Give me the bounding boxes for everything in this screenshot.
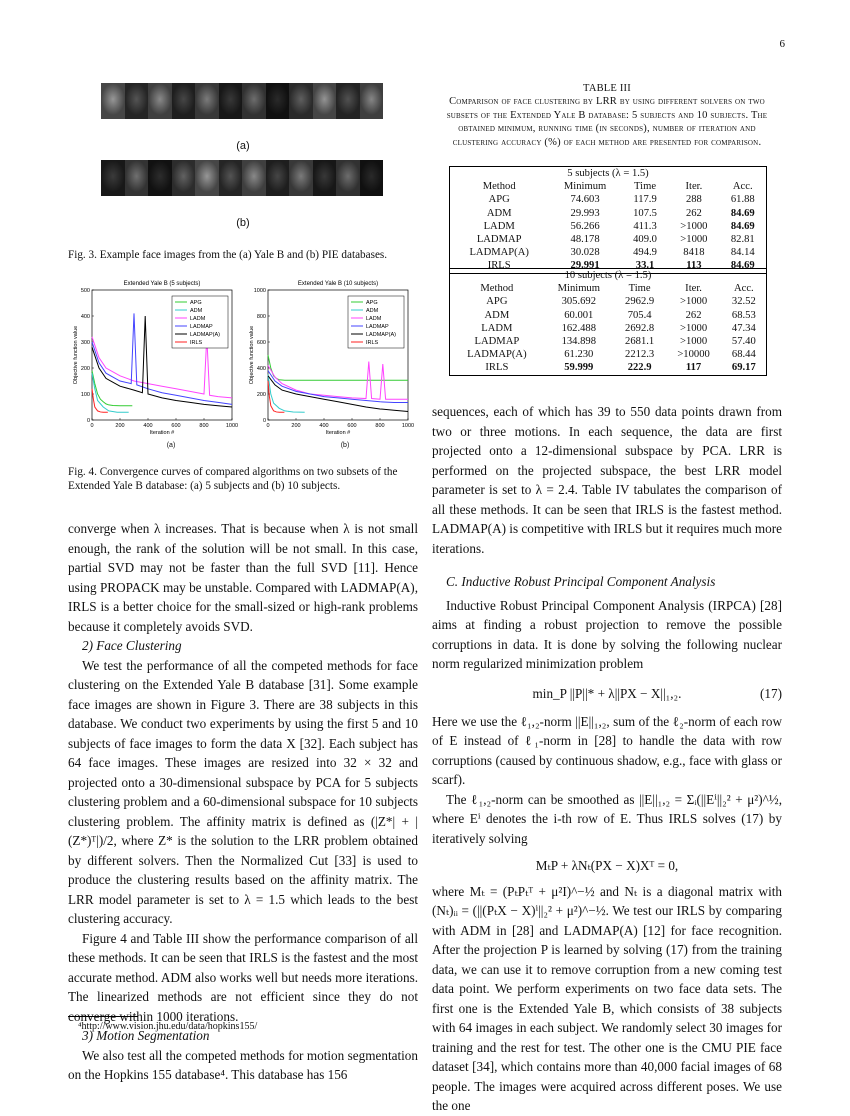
paragraph: We test the performance of all the competed methods for face clustering on the Extended Yale B database [31]. Some example face images are shown in Figure 3. There are 38 subjects in this database. We conduct two experiments by using the first 5 and 10 subjects of face images to form the data X [32]. Each subject has 64 face images. These images are resized into 32 × 32 and projected onto a 30-dimensional subspace by PCA for 5 subjects clustering problem and a 60-dimensional subspace for 10 subjects clustering problem. The affinity matrix is defined as (|Z*| + |(Z*)ᵀ|)/2, where Z* is the solution to the LRR problem obtained by different solvers. Then the Normalized Cut [33] is used to produce the clustering results based on the affinity matrix. The LRR model parameter is set to λ = 1.5 which leads to the best clustering accuracy. xyxy=(68,657,418,926)
fig4-charts xyxy=(68,276,418,456)
page-number: 6 xyxy=(779,38,785,50)
face-image xyxy=(219,83,243,119)
x-tick-label: 400 xyxy=(143,423,153,429)
table-cell: 84.69 xyxy=(730,260,755,272)
table-cell: 262 xyxy=(685,207,702,219)
table-cell: IRLS xyxy=(487,260,511,272)
table-row xyxy=(450,295,766,308)
table-cell: 84.69 xyxy=(730,207,755,219)
equation: MₜP + λNₜ(PX − X)Xᵀ = 0, xyxy=(535,858,679,873)
face-image xyxy=(266,160,290,196)
face-image xyxy=(289,160,313,196)
table-row xyxy=(450,361,766,374)
table-label: TABLE III xyxy=(583,83,631,94)
legend-entry: LADMAP(A) xyxy=(366,332,396,338)
table-cell: LADM xyxy=(483,220,515,232)
table-cell: APG xyxy=(488,194,510,206)
table-cell: 32.52 xyxy=(731,296,756,308)
fig3-strip-b xyxy=(101,160,383,196)
table-cell: 2212.3 xyxy=(625,349,655,361)
table-cell: >10000 xyxy=(677,349,710,361)
table-cell: 82.81 xyxy=(730,234,755,246)
table-cell: 69.17 xyxy=(731,362,756,374)
table-cell: >1000 xyxy=(680,220,708,232)
face-image xyxy=(101,83,125,119)
table-row xyxy=(450,233,766,246)
y-tick-label: 0 xyxy=(262,418,266,424)
x-axis-label: Iteration # xyxy=(149,430,175,436)
table-cell: 117.9 xyxy=(633,194,657,206)
table-row xyxy=(450,309,766,322)
table-group-1 xyxy=(449,166,767,274)
table-cell: 262 xyxy=(685,309,702,321)
y-tick-label: 1000 xyxy=(253,288,266,294)
table-cell: 305.692 xyxy=(561,296,596,308)
face-image xyxy=(172,160,196,196)
table-cell: 74.603 xyxy=(570,194,600,206)
legend-entry: ADM xyxy=(366,308,379,314)
column-header: Method xyxy=(482,181,516,193)
face-image xyxy=(242,160,266,196)
table-cell: 68.53 xyxy=(731,309,756,321)
table-title: Comparison of face clustering by LRR by using different solvers on two subsets of the Extended Yale B database: 5 subjects and 10 subjects. The obtained minimum, running time (in seconds), number of iteration and clustering accuracy (%) of each method are presented for comparison. xyxy=(446,96,768,148)
x-tick-label: 800 xyxy=(375,423,385,429)
column-header: Iter. xyxy=(685,283,702,295)
chart-panel-a xyxy=(73,281,238,436)
legend-entry: LADMAP xyxy=(366,324,389,330)
table-cell: ADM xyxy=(484,309,510,321)
face-image xyxy=(195,83,219,119)
section-heading: C. Inductive Robust Principal Component Analysis xyxy=(446,574,716,589)
table-cell: 84.14 xyxy=(730,247,755,259)
table-cell: 107.5 xyxy=(633,207,657,219)
equation: min_P ||P||* + λ||PX − X||₁,₂. xyxy=(532,685,682,701)
face-image xyxy=(242,83,266,119)
fig3-caption: Fig. 3. Example face images from the (a) Yale B and (b) PIE databases. xyxy=(68,249,388,261)
left-body xyxy=(68,519,418,1085)
subsection-heading: 3) Motion Segmentation xyxy=(82,1028,210,1043)
table-cell: 162.488 xyxy=(561,322,596,334)
face-image xyxy=(313,160,337,196)
table-row xyxy=(450,220,766,233)
legend-entry: ADM xyxy=(190,308,203,314)
x-tick-label: 800 xyxy=(199,423,209,429)
face-image xyxy=(125,160,149,196)
paragraph: We also test all the competed methods for motion segmentation on the Hopkins 155 database⁴. This database has 156 xyxy=(68,1047,418,1082)
fig3-label-b: (b) xyxy=(236,217,250,229)
y-tick-label: 200 xyxy=(80,366,90,372)
table-row xyxy=(450,348,766,361)
table-cell: 288 xyxy=(685,194,702,206)
table-cell: 57.40 xyxy=(731,336,756,348)
fig4-label-b: (b) xyxy=(340,442,350,449)
y-tick-label: 400 xyxy=(80,314,90,320)
paragraph: converge when λ increases. That is because when λ is not small enough, the rank of the solution will be not small. In this case, partial SVD may not be faster than the full SVD [11]. Hence using PROPACK may be unstable. Compared with LADMAP(A), IRLS is a better choice for the small-sized or high-rank problems because it completely avoids SVD. xyxy=(68,521,418,634)
face-image xyxy=(313,83,337,119)
x-tick-label: 0 xyxy=(266,423,270,429)
column-header: Minimum xyxy=(557,283,600,295)
table-cell: 47.34 xyxy=(731,322,756,334)
x-tick-label: 1000 xyxy=(401,423,415,429)
table-cell: 134.898 xyxy=(561,336,596,348)
table-cell: 61.230 xyxy=(564,349,594,361)
table-cell: >1000 xyxy=(679,322,708,334)
legend-entry: LADMAP xyxy=(190,324,213,330)
table-cell: LADMAP xyxy=(476,234,522,246)
column-header: Acc. xyxy=(733,283,754,295)
face-image xyxy=(289,83,313,119)
x-tick-label: 200 xyxy=(115,423,125,429)
face-image xyxy=(360,160,384,196)
series-line-ladmapa xyxy=(268,376,408,412)
table-cell: APG xyxy=(486,296,508,308)
x-axis-label: Iteration # xyxy=(325,430,351,436)
x-tick-label: 400 xyxy=(319,423,329,429)
table-cell: 68.44 xyxy=(731,349,756,361)
legend-entry: APG xyxy=(190,300,202,306)
table-cell: 113 xyxy=(686,260,702,272)
equation-number: (17) xyxy=(760,685,782,701)
legend-entry: IRLS xyxy=(366,340,379,346)
x-tick-label: 200 xyxy=(291,423,301,429)
y-tick-label: 800 xyxy=(256,314,266,320)
series-line-apg xyxy=(268,355,408,380)
table-cell: >1000 xyxy=(680,234,708,246)
table-cell: 84.69 xyxy=(730,220,755,232)
chart-title: Extended Yale B (5 subjects) xyxy=(123,281,201,287)
face-image xyxy=(266,83,290,119)
table-cell: 33.1 xyxy=(635,260,655,272)
table-cell: 59.999 xyxy=(564,362,594,374)
paragraph: sequences, each of which has 39 to 550 data points drawn from two or three motions. In each sequence, the data are first projected onto a 12-dimensional subspace by PCA. LRR is performed on the projected subspace, the best LRR model parameter is set to λ = 2.4. Table IV tabulates the comparison of all these methods. It can be seen that IRLS is the fastest method. LADMAP(A) is competitive with IRLS but it requires much more iterations. xyxy=(432,404,782,556)
legend-entry: APG xyxy=(366,300,378,306)
table-cell: 56.266 xyxy=(570,220,600,232)
fig3-label-a: (a) xyxy=(236,140,250,152)
face-image xyxy=(336,83,360,119)
face-image xyxy=(219,160,243,196)
table-cell: ADM xyxy=(486,207,512,219)
table-cell: 30.028 xyxy=(570,247,600,259)
legend-entry: LADM xyxy=(190,316,206,322)
table-cell: 409.0 xyxy=(633,234,657,246)
table-cell: 29.993 xyxy=(570,207,600,219)
y-tick-label: 200 xyxy=(256,392,266,398)
paragraph: where Mₜ = (PₜPₜᵀ + μ²I)^−½ and Nₜ is a diagonal matrix with (Nₜ)ᵢᵢ = (||(PₜX − X)ⁱ||₂² + μ²)^−½. We test our IRLS by comparing with ADM in [28] and LADMAP(A) [12] for face recognition. After the projection P is learned by solving (17) from the training data, we can use it to remove corruption from a new coming test data point. We perform experiments on two face data sets. The first one is the Extended Yale B, which consists of 38 subjects with 64 images in each subject. We randomly select 30 images for training and the rest for test. The other one is the CMU PIE face dataset [34], which contains more than 40,000 facial images of 68 people. The images were acquired across different poses. We use the one xyxy=(432,883,782,1113)
table-cell: 61.88 xyxy=(730,194,755,206)
legend-entry: LADM xyxy=(366,316,382,322)
table-cell: 2962.9 xyxy=(625,296,655,308)
table-cell: 117 xyxy=(685,362,702,374)
table-cell: >1000 xyxy=(679,296,708,308)
y-tick-label: 300 xyxy=(80,340,90,346)
table-cell: 2692.8 xyxy=(625,322,655,334)
right-body xyxy=(432,402,782,1116)
column-header: Acc. xyxy=(732,181,753,193)
face-image xyxy=(148,83,172,119)
table-row xyxy=(450,207,766,220)
fig4-label-a: (a) xyxy=(166,442,176,449)
y-tick-label: 500 xyxy=(80,288,90,294)
fig4-caption: Fig. 4. Convergence curves of compared algorithms on two subsets of the Extended Yale B database: (a) 5 subjects and (b) 10 subjects. xyxy=(68,466,398,492)
y-axis-label: Objective function value xyxy=(73,325,79,385)
table-cell: LADMAP(A) xyxy=(467,349,527,361)
face-image xyxy=(101,160,125,196)
table-cell: LADM xyxy=(481,322,513,334)
column-header: Time xyxy=(634,181,657,193)
paragraph: The ℓ₁,₂-norm can be smoothed as ||E||₁,₂ = Σᵢ(||Eⁱ||₂² + μ²)^½, where Eⁱ denotes the i-th row of E. Thus IRLS solves (17) by iteratively solving xyxy=(432,791,782,846)
table-cell: 494.9 xyxy=(633,247,657,259)
column-header: Minimum xyxy=(563,181,607,193)
subsection-heading: 2) Face Clustering xyxy=(82,638,182,653)
table-row xyxy=(450,322,766,335)
fig3-strip-a xyxy=(101,83,383,119)
face-image xyxy=(172,83,196,119)
y-tick-label: 400 xyxy=(256,366,266,372)
paragraph: Figure 4 and Table III show the performance comparison of all these methods. It can be seen that IRLS is the fastest and the most accurate method. ADM also works well but needs more iterations. The linearized methods are not efficient since they do not converge within 1000 iterations. xyxy=(68,930,418,1024)
face-image xyxy=(195,160,219,196)
table-cell: LADMAP(A) xyxy=(469,247,529,259)
legend-entry: IRLS xyxy=(190,340,203,346)
legend-entry: LADMAP(A) xyxy=(190,332,220,338)
table-cell: 29.991 xyxy=(570,260,600,272)
x-tick-label: 600 xyxy=(171,423,181,429)
column-header: Iter. xyxy=(685,181,703,193)
face-image xyxy=(125,83,149,119)
y-tick-label: 100 xyxy=(80,392,90,398)
table-row xyxy=(450,335,766,348)
y-tick-label: 0 xyxy=(86,418,90,424)
y-tick-label: 600 xyxy=(256,340,266,346)
x-tick-label: 0 xyxy=(90,423,94,429)
x-tick-label: 600 xyxy=(347,423,357,429)
table-cell: 8418 xyxy=(683,247,705,259)
column-header: Method xyxy=(480,283,514,295)
face-image xyxy=(360,83,384,119)
table-cell: IRLS xyxy=(485,362,509,374)
table-cell: >1000 xyxy=(679,336,708,348)
chart-panel-b xyxy=(249,281,414,436)
table-cell: 2681.1 xyxy=(625,336,655,348)
paragraph: Here we use the ℓ₁,₂-norm ||E||₁,₂, sum of the ℓ₂-norm of each row of E instead of ℓ₁-norm in [28] to handle the data with row corruptions (caused by continuous shadow, e.g., face with glass or scarf). xyxy=(432,713,782,787)
table-cell: LADMAP xyxy=(474,336,520,348)
y-axis-label: Objective function value xyxy=(249,325,255,385)
table-cell: 705.4 xyxy=(627,309,652,321)
paragraph: Inductive Robust Principal Component Analysis (IRPCA) [28] aims at finding a robust projection to remove the possible corruptions in data. It is done by solving the following nuclear norm regularized minimization problem xyxy=(432,597,782,671)
table-row xyxy=(450,246,766,259)
column-header: Time xyxy=(628,283,651,295)
table-cell: 60.001 xyxy=(564,309,594,321)
table-cell: 222.9 xyxy=(627,362,652,374)
chart-title: Extended Yale B (10 subjects) xyxy=(297,281,379,287)
table-group-2 xyxy=(449,268,767,376)
table-cell: 48.178 xyxy=(570,234,600,246)
table-cell: 411.3 xyxy=(633,220,657,232)
equation-17 xyxy=(432,678,782,712)
table-row xyxy=(450,193,766,206)
x-tick-label: 1000 xyxy=(225,423,239,429)
face-image xyxy=(148,160,172,196)
group-heading: 10 subjects (λ = 1.5) xyxy=(564,270,652,281)
footnote-rule xyxy=(68,1016,138,1017)
footnote: ⁴http://www.vision.jhu.edu/data/hopkins155/ xyxy=(78,1021,258,1032)
group-heading: 5 subjects (λ = 1.5) xyxy=(567,168,649,179)
face-image xyxy=(336,160,360,196)
